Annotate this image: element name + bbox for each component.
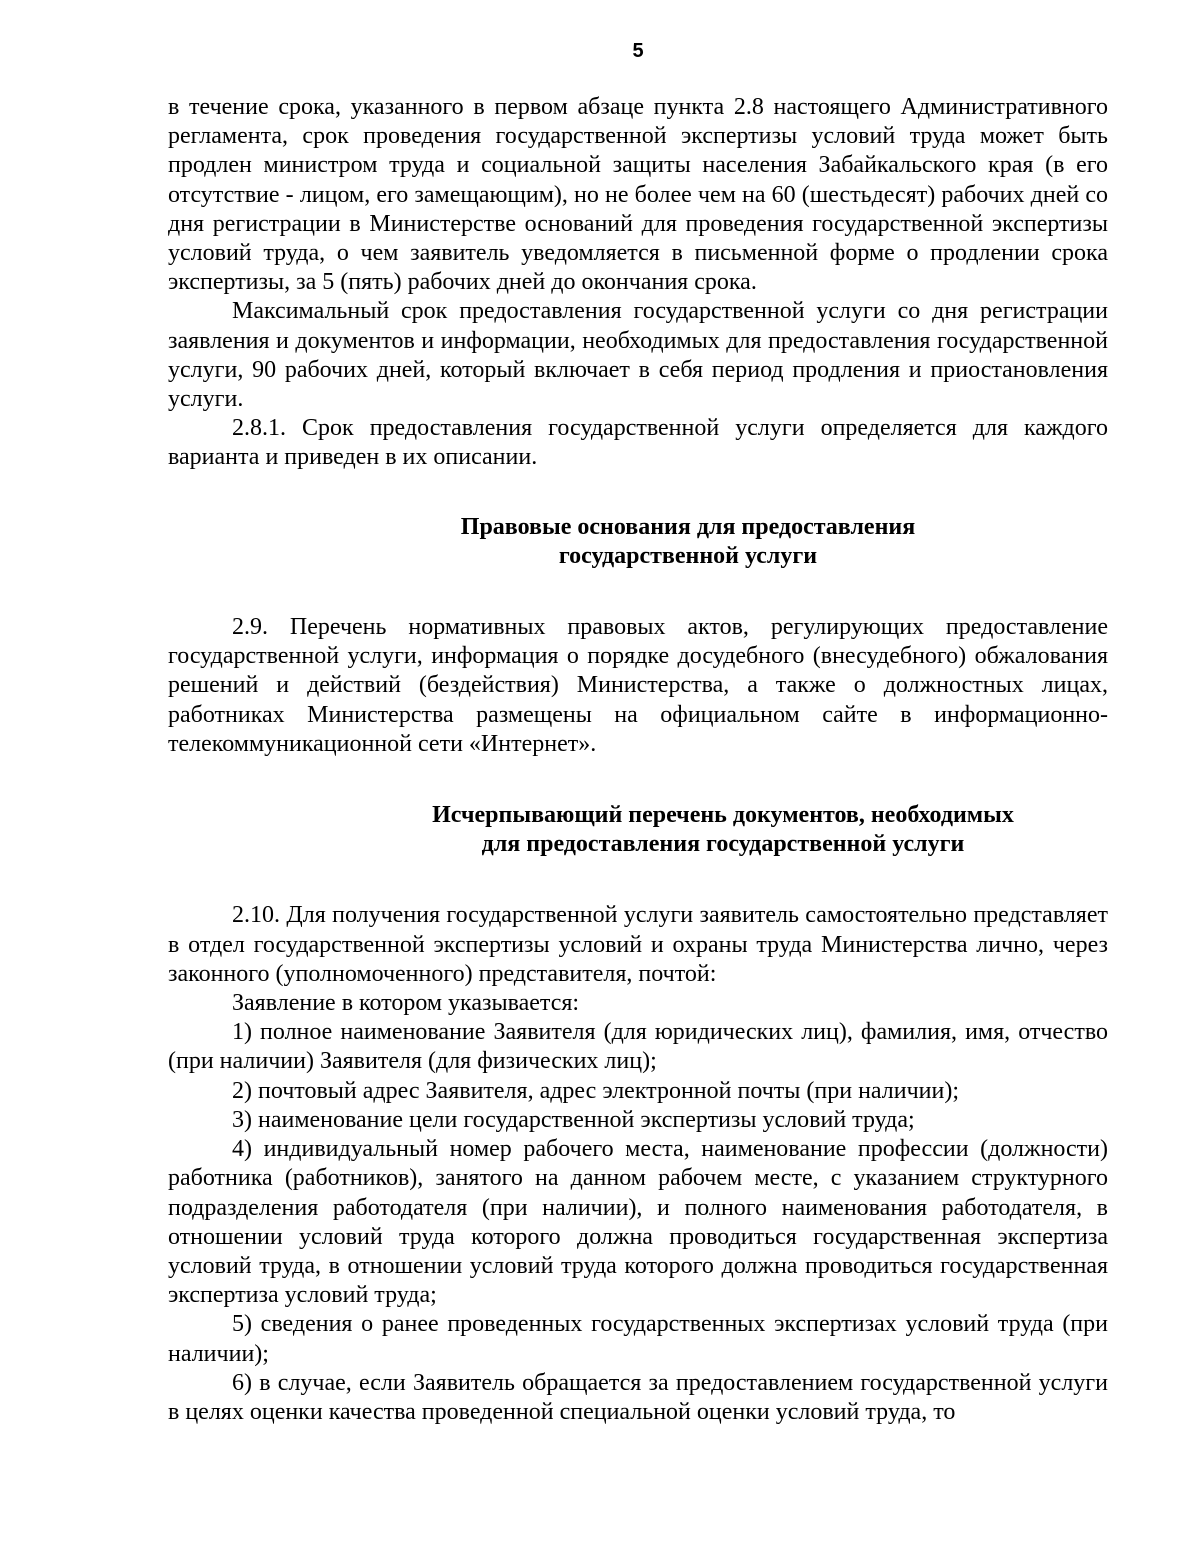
list-item-5: 5) сведения о ранее проведенных государственных экспертизах условий труда (при наличии); bbox=[168, 1311, 1108, 1367]
heading-line: для предоставления государственной услуги bbox=[481, 831, 965, 858]
section-heading-legal-basis bbox=[168, 513, 1108, 571]
list-item-1: 1) полное наименование Заявителя (для юридических лиц), фамилия, имя, отчество (при наличии) Заявителя (для физических лиц); bbox=[168, 1019, 1108, 1075]
paragraph-application-contents: Заявление в котором указывается: bbox=[232, 990, 580, 1017]
list-item-2: 2) почтовый адрес Заявителя, адрес электронной почты (при наличии); bbox=[232, 1077, 960, 1104]
paragraph-2-10: 2.10. Для получения государственной услуги заявитель самостоятельно представляет в отдел государственной экспертизы условий и охраны труда Министерства лично, через законного (уполномоченного) представителя, почтой: bbox=[168, 902, 1108, 987]
heading-line: Исчерпывающий перечень документов, необходимых bbox=[432, 802, 1014, 829]
list-item-3: 3) наименование цели государственной экспертизы условий труда; bbox=[232, 1106, 915, 1133]
heading-line: Правовые основания для предоставления bbox=[460, 513, 916, 540]
section-heading-documents-list bbox=[168, 801, 1108, 859]
page-number: 5 bbox=[632, 40, 644, 62]
heading-line: государственной услуги bbox=[558, 542, 818, 569]
paragraph-2-8-1: 2.8.1. Срок предоставления государственной услуги определяется для каждого варианта и приведен в их описании. bbox=[168, 415, 1108, 471]
paragraph-2-9: 2.9. Перечень нормативных правовых актов, регулирующих предоставление государственной услуги, информация о порядке досудебного (внесудебного) обжалования решений и действий (бездействия) Министерства, а также о должностных лицах, работниках Министерства размещены на официальном сайте в информационно-телекоммуникационной сети «Интернет». bbox=[168, 614, 1108, 757]
paragraph-deadline-extension: в течение срока, указанного в первом абзаце пункта 2.8 настоящего Административного регламента, срок проведения государственной экспертизы условий труда может быть продлен министром труда и социальной защиты населения Забайкальского края (в его отсутствие - лицом, его замещающим), но не более чем на 60 (шестьдесят) рабочих дней со дня регистрации в Министерстве оснований для проведения государственной экспертизы условий труда, о чем заявитель уведомляется в письменной форме о продлении срока экспертизы, за 5 (пять) рабочих дней до окончания срока. bbox=[168, 94, 1108, 296]
document-body bbox=[168, 93, 1108, 1427]
list-item-6: 6) в случае, если Заявитель обращается за предоставлением государственной услуги в целях оценки качества проведенной специальной оценки условий труда, то bbox=[168, 1369, 1108, 1425]
paragraph-maximum-term: Максимальный срок предоставления государственной услуги со дня регистрации заявления и документов и информации, необходимых для предоставления государственной услуги, 90 рабочих дней, который включает в себя период продления и приостановления услуги. bbox=[168, 298, 1108, 413]
list-item-4: 4) индивидуальный номер рабочего места, наименование профессии (должности) работника (работников), занятого на данном рабочем месте, с указанием структурного подразделения работодателя (при наличии), и полного наименования работодателя, в отношении условий труда которого должна проводиться государственная экспертиза условий труда, в отношении условий труда которого должна проводиться государственная экспертиза условий труда; bbox=[168, 1136, 1108, 1309]
